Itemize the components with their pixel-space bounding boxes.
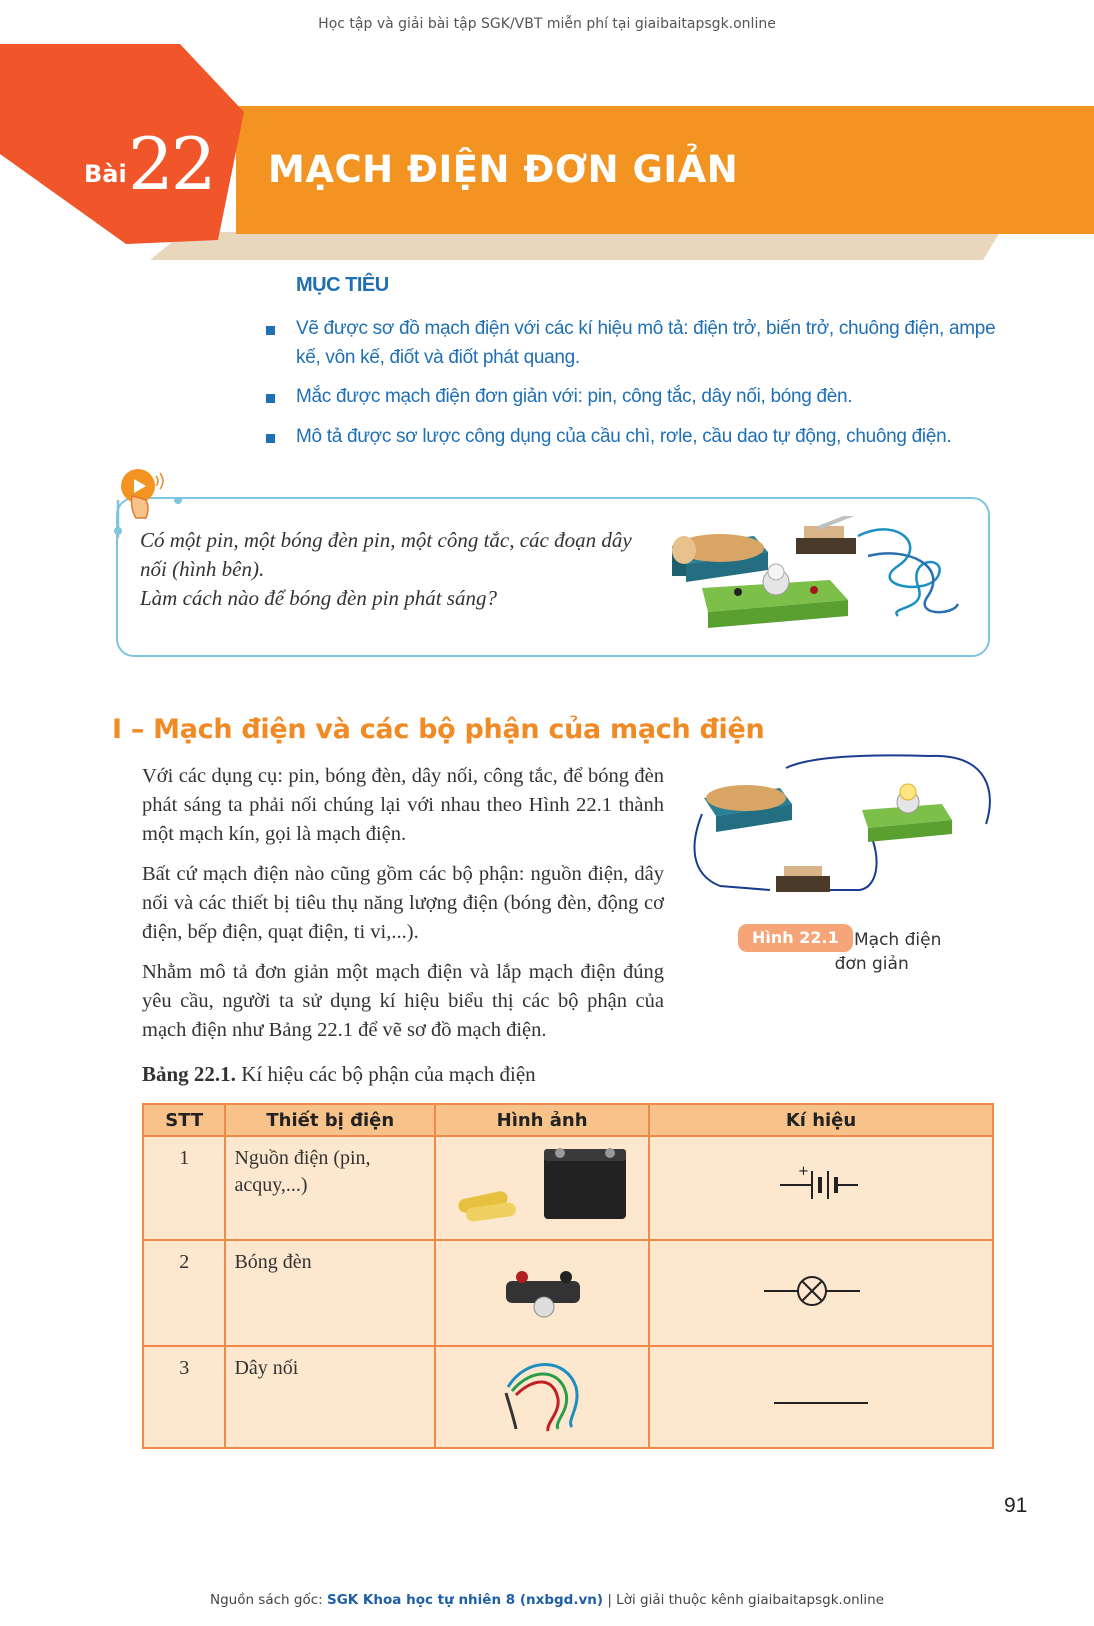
table-row [143,1240,993,1346]
row-device: Nguồn điện (pin, acquy,...) [225,1136,435,1240]
objective-item: Vẽ được sơ đồ mạch điện với các kí hiệu mô tả: điện trở, biến trở, chuông điện, ampe kế, vôn kế, điốt và điốt phát quang. [296,318,996,368]
paragraph: Nhằm mô tả đơn giản một mạch điện và lắp mạch điện đúng yêu cầu, người ta sử dụng kí hiệu biểu thị các bộ phận của mạch điện như Bảng 22.1 để vẽ sơ đồ mạch điện. [142,961,664,1041]
row-image [435,1136,649,1240]
bullet-icon [266,434,275,443]
figure-caption-line-1: Mạch điện [854,930,942,950]
page-number: 91 [1004,1494,1028,1517]
wire-symbol-icon [650,1347,990,1441]
battery-acquy-icon [436,1137,646,1233]
bullet-icon [266,394,275,403]
wires-icon [436,1347,646,1441]
objective-item: Mô tả được sơ lược công dụng của cầu chì, rơle, cầu dao tự động, chuông điện. [296,426,952,447]
figure-caption-line-2: đơn giản [834,954,909,974]
row-device: Dây nối [225,1346,435,1448]
header-shadow [150,232,1000,260]
header-symbol: Kí hiệu [649,1104,993,1136]
lamp-symbol-icon [650,1241,990,1339]
row-symbol [649,1346,993,1448]
header-image: Hình ảnh [435,1104,649,1136]
footer-note [0,1592,1094,1608]
row-image [435,1346,649,1448]
row-device: Bóng đèn [225,1240,435,1346]
table-title-rest: Kí hiệu các bộ phận của mạch điện [235,1062,536,1086]
row-stt: 3 [143,1346,225,1448]
figure-badge: Hình 22.1 [738,924,853,952]
paragraph: Bất cứ mạch điện nào cũng gồm các bộ phận: nguồn điện, dây nối và các thiết bị tiêu thụ năng lượng điện (bóng đèn, động cơ điện, bếp điện, quạt điện, ti vi,...). [142,863,664,943]
table-title-bold: Bảng 22.1. [142,1062,236,1086]
question-line-1: Có một pin, một bóng đèn pin, một công tắc, các đoạn dây nối (hình bên). [140,528,632,581]
question-text [140,526,660,613]
footer-prefix: Nguồn sách gốc: [209,1592,327,1608]
symbol-table [142,1103,994,1449]
top-note: Học tập và giải bài tập SGK/VBT miễn phí tại giaibaitapsgk.online [318,16,776,32]
row-stt: 2 [143,1240,225,1346]
table-row [143,1136,993,1240]
power-source-symbol-icon [650,1137,990,1233]
row-stt: 1 [143,1136,225,1240]
equipment-illustration [668,516,968,628]
lamp-socket-icon [436,1241,646,1339]
row-symbol [649,1136,993,1240]
section-title: I – Mạch điện và các bộ phận của mạch điện [112,714,765,745]
header-stt: STT [143,1104,225,1136]
table-header-row [143,1104,993,1136]
page-title: MẠCH ĐIỆN ĐƠN GIẢN [268,148,739,191]
footer-suffix: | Lời giải thuộc kênh giaibaitapsgk.online [603,1592,885,1608]
figure-caption [834,928,942,976]
objective-item: Mắc được mạch điện đơn giản với: pin, công tắc, dây nối, bóng đèn. [296,386,853,407]
row-symbol [649,1240,993,1346]
plus-sign: + [798,1164,809,1179]
bullet-icon [266,326,275,335]
table-title [142,1062,536,1087]
header-device: Thiết bị điện [225,1104,435,1136]
question-line-2: Làm cách nào để bóng đèn pin phát sáng? [140,586,497,610]
row-image [435,1240,649,1346]
lesson-number: 22 [128,122,214,206]
lesson-word: Bài [84,160,127,188]
objectives-label: MỤC TIÊU [296,274,389,296]
table-row [143,1346,993,1448]
circuit-illustration [690,754,994,904]
footer-source-link[interactable]: SGK Khoa học tự nhiên 8 (nxbgd.vn) [326,1592,604,1608]
paragraph: Với các dụng cụ: pin, bóng đèn, dây nối, công tắc, để bóng đèn phát sáng ta phải nối chúng lại với nhau theo Hình 22.1 thành một mạch kín, gọi là mạch điện. [142,765,664,845]
